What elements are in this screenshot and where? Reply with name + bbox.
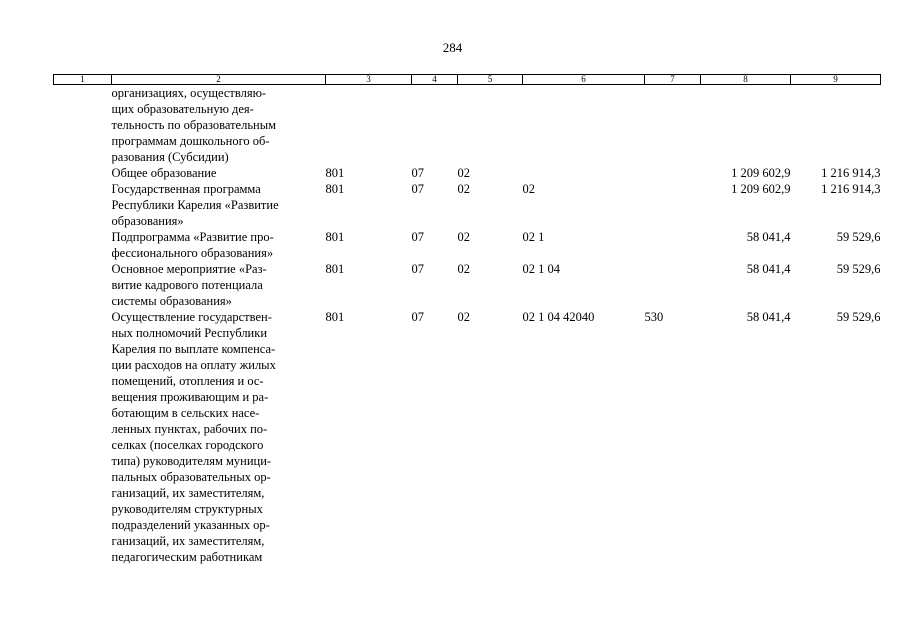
- budget-table: [53, 74, 881, 565]
- column-number-header: [54, 75, 881, 85]
- cell-name: [112, 165, 326, 181]
- column-header-8: 8: [701, 75, 791, 85]
- name-line: подразделений указанных ор-: [111, 518, 270, 532]
- cell-c5: 02: [457, 182, 470, 196]
- cell-c7: 530: [644, 310, 664, 324]
- cell-name: [112, 85, 326, 166]
- column-header-1: 1: [54, 75, 112, 85]
- cell-c3: 801: [325, 230, 345, 244]
- name-line: ных полномочий Республики: [111, 326, 268, 340]
- name-line: селках (поселках городского: [111, 438, 264, 452]
- cell-col-1: [54, 165, 112, 181]
- cell-col-1: [54, 261, 112, 309]
- name-line: тельность по образовательным: [111, 118, 277, 132]
- column-header-3: 3: [326, 75, 412, 85]
- name-line: вещения проживающим и ра-: [111, 390, 269, 404]
- cell-c6: 02: [522, 182, 535, 196]
- cell-c5: 02: [457, 166, 470, 180]
- name-line: Общее образование: [111, 166, 217, 180]
- cell-c3: [326, 85, 412, 166]
- cell-c9: 59 529,6: [836, 310, 881, 324]
- cell-c7: [645, 85, 701, 166]
- name-line: разования (Субсидии): [111, 150, 229, 164]
- cell-c4: 07: [411, 262, 424, 276]
- cell-c3: 801: [325, 182, 345, 196]
- table-row: [54, 261, 881, 309]
- column-header-2: 2: [112, 75, 326, 85]
- name-line: витие кадрового потенциала: [111, 278, 263, 292]
- name-line: Республики Карелия «Развитие: [111, 198, 279, 212]
- cell-c8: [701, 85, 791, 166]
- column-header-6: 6: [523, 75, 645, 85]
- name-line: Государственная программа: [111, 182, 261, 196]
- cell-c6: 02 1 04 42040: [522, 310, 595, 324]
- cell-c9: 1 216 914,3: [821, 182, 881, 196]
- cell-c4: [412, 85, 458, 166]
- name-line: программам дошкольного об-: [111, 134, 270, 148]
- cell-c8: 58 041,4: [746, 230, 791, 244]
- name-line: ганизаций, их заместителям,: [111, 534, 265, 548]
- cell-col-1: [54, 309, 112, 565]
- table-row: [54, 165, 881, 181]
- name-line: ции расходов на оплату жилых: [111, 358, 276, 372]
- cell-c4: 07: [411, 310, 424, 324]
- name-line: педагогическим работникам: [111, 550, 263, 564]
- cell-c5: [458, 85, 523, 166]
- cell-c8: 1 209 602,9: [731, 182, 791, 196]
- cell-c3: 801: [325, 310, 345, 324]
- cell-c4: 07: [411, 182, 424, 196]
- table-row: [54, 229, 881, 261]
- cell-c6: 02 1 04: [522, 262, 560, 276]
- page-number: 284: [442, 40, 463, 55]
- cell-c7: [645, 165, 701, 181]
- column-header-7: 7: [645, 75, 701, 85]
- column-header-9: 9: [791, 75, 881, 85]
- cell-name: [112, 261, 326, 309]
- column-header-5: 5: [458, 75, 523, 85]
- cell-c5: 02: [457, 230, 470, 244]
- cell-c7: [645, 261, 701, 309]
- name-line: щих образовательную дея-: [111, 102, 254, 116]
- table-body: [54, 85, 881, 566]
- cell-col-1: [54, 229, 112, 261]
- cell-c3: 801: [325, 262, 345, 276]
- cell-c5: 02: [457, 310, 470, 324]
- cell-c9: 59 529,6: [836, 230, 881, 244]
- cell-c6: 02 1: [522, 230, 545, 244]
- name-line: Карелия по выплате компенса-: [111, 342, 276, 356]
- name-line: Осуществление государствен-: [111, 310, 272, 324]
- cell-name: [112, 181, 326, 229]
- name-line: ганизаций, их заместителям,: [111, 486, 265, 500]
- cell-col-1: [54, 181, 112, 229]
- column-header-4: 4: [412, 75, 458, 85]
- name-line: организациях, осуществляю-: [111, 86, 267, 100]
- cell-c5: 02: [457, 262, 470, 276]
- name-line: образования»: [111, 214, 184, 228]
- cell-c9: [791, 85, 881, 166]
- table-row: [54, 309, 881, 565]
- cell-c8: 58 041,4: [746, 262, 791, 276]
- cell-c8: 1 209 602,9: [731, 166, 791, 180]
- cell-name: [112, 229, 326, 261]
- cell-c7: [645, 181, 701, 229]
- name-line: пальных образовательных ор-: [111, 470, 271, 484]
- name-line: фессионального образования»: [111, 246, 274, 260]
- cell-name: [112, 309, 326, 565]
- name-line: типа) руководителям муници-: [111, 454, 272, 468]
- name-line: руководителям структурных: [111, 502, 263, 516]
- cell-c6: [523, 85, 645, 166]
- cell-c4: 07: [411, 230, 424, 244]
- table-row: [54, 181, 881, 229]
- name-line: помещений, отопления и ос-: [111, 374, 264, 388]
- cell-c6: [523, 165, 645, 181]
- name-line: ленных пунктах, рабочих по-: [111, 422, 268, 436]
- cell-c7: [645, 229, 701, 261]
- name-line: ботающим в сельских насе-: [111, 406, 260, 420]
- cell-c4: 07: [411, 166, 424, 180]
- cell-c8: 58 041,4: [746, 310, 791, 324]
- cell-col-1: [54, 85, 112, 166]
- table-row: [54, 85, 881, 166]
- name-line: Подпрограмма «Развитие про-: [111, 230, 274, 244]
- cell-c9: 1 216 914,3: [821, 166, 881, 180]
- cell-c9: 59 529,6: [836, 262, 881, 276]
- cell-c3: 801: [325, 166, 345, 180]
- name-line: системы образования»: [111, 294, 232, 308]
- name-line: Основное мероприятие «Раз-: [111, 262, 267, 276]
